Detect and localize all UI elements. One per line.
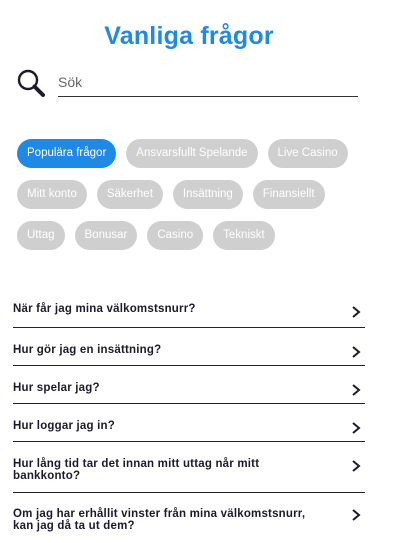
faq-item[interactable] <box>13 493 365 541</box>
chevron-right-icon <box>351 422 361 434</box>
faq-question: Hur gör jag en insättning? <box>13 344 162 356</box>
category-chip-withdrawal[interactable]: Uttag <box>17 221 65 250</box>
search-icon[interactable] <box>16 68 46 98</box>
category-filters <box>17 139 377 262</box>
chevron-right-icon <box>351 306 361 318</box>
faq-item[interactable] <box>13 328 365 366</box>
faq-question: Hur loggar jag in? <box>13 420 115 432</box>
faq-question: Hur lång tid tar det innan mitt uttag når mitt bankkonto? <box>13 458 260 482</box>
category-chip-security[interactable]: Säkerhet <box>97 180 163 209</box>
category-chip-casino[interactable]: Casino <box>147 221 203 250</box>
search-input[interactable] <box>58 68 358 97</box>
faq-item[interactable] <box>13 294 365 328</box>
chevron-right-icon <box>351 346 361 358</box>
faq-question: Hur spelar jag? <box>13 382 100 394</box>
chevron-right-icon <box>351 460 361 472</box>
page-title: Vanliga frågor <box>104 22 274 50</box>
faq-item[interactable] <box>13 442 365 493</box>
faq-list <box>13 294 365 541</box>
category-chip-technical[interactable]: Tekniskt <box>213 221 275 250</box>
faq-question: Om jag har erhållit vinster från mina välkomstsnurr, kan jag då ta ut dem? <box>13 508 306 532</box>
faq-item[interactable] <box>13 404 365 442</box>
category-chip-bonuses[interactable]: Bonusar <box>75 221 138 250</box>
category-chip-financial[interactable]: Finansiellt <box>253 180 325 209</box>
category-chip-deposit[interactable]: Insättning <box>173 180 243 209</box>
category-chip-responsible-gaming[interactable]: Ansvarsfullt Spelande <box>126 139 257 168</box>
category-chip-live-casino[interactable]: Live Casino <box>268 139 348 168</box>
chevron-right-icon <box>351 509 361 521</box>
faq-item[interactable] <box>13 366 365 404</box>
chevron-right-icon <box>351 384 361 396</box>
category-chip-my-account[interactable]: Mitt konto <box>17 180 87 209</box>
category-chip-popular[interactable]: Populära frågor <box>17 139 116 168</box>
search-bar <box>16 66 361 100</box>
faq-question: När får jag mina välkomstsnurr? <box>13 303 196 315</box>
